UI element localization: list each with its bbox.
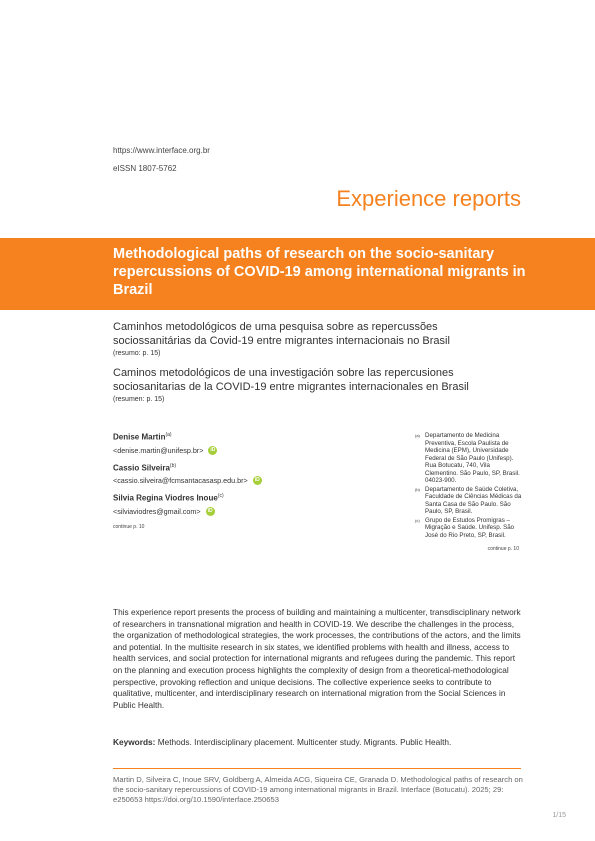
page-number: 1/15 <box>552 812 566 819</box>
author-email[interactable]: <denise.martin@unifesp.br> <box>113 445 204 455</box>
alt-title-ref[interactable]: (resumen: p. 15) <box>113 396 165 403</box>
abstract: This experience report presents the process of building and maintaining a multicenter, transdisciplinary network of researchers in transnational migration and health in COVID-19. We describe the challenges in the process, the organization of methodological strategies, the work processes, the contributions of the actors, and the limits and potential. In the multisite research in six states, we identified problems with health and illness, access to health services, and social protection for international migrants and refugees during the pandemic. This report on the planning and execution process highlights the complexity of design from a theoretical-methodological perspective, provoking reflection and unique decisions. The collective experience seeks to contribute to qualitative, multicenter, and interdisciplinary research on international migration from the Social Sciences in Public Health. <box>113 607 521 710</box>
divider <box>113 768 521 769</box>
affiliation-text: Departamento de Saúde Coletiva, Faculdade de Ciências Médicas da Santa Casa de São Paulo. São Paulo, SP, Brasil. <box>425 485 522 515</box>
affiliation <box>415 432 523 485</box>
alt-title-text: Caminos metodológicos de una investigación sobre las repercusiones sociosanitarias de la COVID-19 entre migrantes internacionales en Brasil <box>113 367 469 393</box>
affiliation-list <box>415 432 523 554</box>
author <box>113 432 393 455</box>
article-title: Methodological paths of research on the socio-sanitary repercussions of COVID-19 among international migrants in Brazil <box>113 246 526 298</box>
affiliation <box>415 486 523 516</box>
author <box>113 463 393 486</box>
author-name: Denise Martin$^{(a)}$ <box>113 432 172 442</box>
author-email[interactable]: <cassio.silveira@fcmsantacasasp.edu.br> <box>113 476 248 486</box>
author <box>113 493 393 516</box>
affiliation-mark: (b) <box>415 486 420 492</box>
alt-title-ref[interactable]: (resumo: p. 15) <box>113 350 161 357</box>
author-email-row <box>113 476 393 485</box>
section-title: Experience reports <box>336 186 521 211</box>
alt-title-pt <box>113 321 513 357</box>
author-email-row <box>113 446 393 455</box>
affiliation-mark: (a) <box>415 433 420 438</box>
orcid-icon[interactable]: iD <box>254 477 260 484</box>
author-name: Cassio Silveira$^{(b)}$ <box>113 462 177 473</box>
keywords <box>113 737 523 747</box>
affiliation-text: Departamento de Medicina Preventiva, Escola Paulista de Medicina (EPM), Universidade Federal de São Paulo (Unifesp). Rua Botucatu, 740, Vila Clementino. São Paulo, SP, Brasil. 04023-900. <box>425 432 520 484</box>
issn: eISSN 1807-5762 <box>113 164 177 173</box>
author-email-row <box>113 507 393 516</box>
affiliation <box>415 517 523 540</box>
affiliation-text: Grupo de Estudos Promigras – Migração e Saúde. Unifesp. São José do Rio Preto, SP, Brasil. <box>425 516 515 539</box>
orcid-icon[interactable]: iD <box>210 446 216 453</box>
alt-title-es <box>113 367 513 403</box>
author-list <box>113 432 393 530</box>
affiliations-continue-link[interactable]: continue p. 10 <box>487 546 519 552</box>
journal-url[interactable]: https://www.interface.org.br <box>113 146 210 155</box>
citation: Martin D, Silveira C, Inoue SRV, Goldberg A, Almeida ACG, Siqueira CE, Granada D. Methodological paths of research on the socio-sanitary repercussions of COVID-19 among international migrants in Brazil. Interface (Botucatu). 2025; 29: e250653 https://doi.org/10.1590/interface.250653 <box>113 775 523 804</box>
authors-continue-link[interactable]: continue p. 10 <box>113 523 145 530</box>
author-name: Silvia Regina Viodres Inoue$^{(c)}$ <box>113 493 224 503</box>
keywords-text: Methods. Interdisciplinary placement. Multicenter study. Migrants. Public Health. <box>155 737 452 747</box>
alt-title-text: Caminhos metodológicos de uma pesquisa sobre as repercussões sociossanitárias da Covid-19 entre migrantes internacionais no Brasil <box>113 321 450 347</box>
orcid-icon[interactable]: iD <box>207 507 213 514</box>
title-band <box>0 238 595 310</box>
affiliation-mark: (c) <box>415 517 420 523</box>
author-email[interactable]: <silviaviodres@gmail.com> <box>113 506 201 516</box>
keywords-label: Keywords: <box>113 737 156 747</box>
